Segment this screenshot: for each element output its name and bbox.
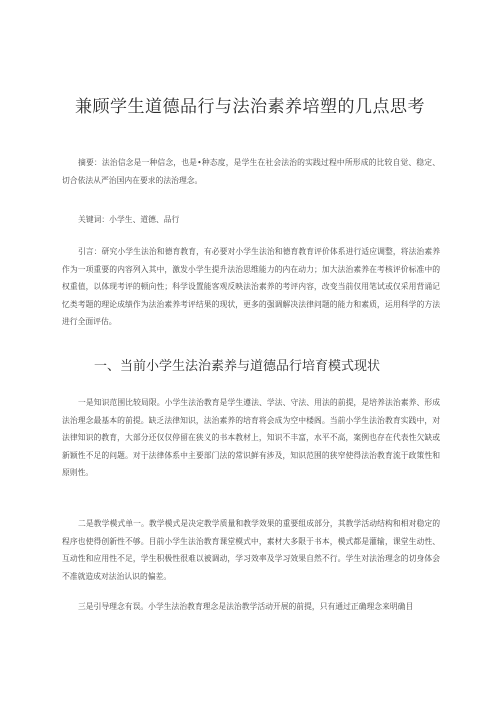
body-paragraph-3 [62,598,440,616]
intro-paragraph [62,243,440,331]
abstract-paragraph [62,154,440,189]
keywords-text: 关键词：小学生、道德、品行 [78,215,180,224]
abstract-text: 摘要：法治信念是一种信念，也是•种态度，是学生在社会法治的实践过程中所形成的比较自觉、稳定、切合依法从严治国内在要求的法治理念。 [62,158,440,185]
body-paragraph-1 [62,394,440,482]
section-heading: 一、当前小学生法治素养与道德品行培育模式现状 [94,359,381,374]
body-paragraph-3-text: 三是引导理念有误。小学生法治教育理念是法治教学活动开展的前提，只有通过正确理念来明确目 [78,602,414,611]
body-paragraph-1-text: 一是知识范围比较局限。小学生法治教育是学生遵法、学法、守法、用法的前提，是培养法治素养、形成法治理念最基本的前提。缺乏法律知识，法治素养的培育将会成为空中楼阁。当前小学生法治教育实践中，对法律知识的教育，大部分还仅仅停留在狭义的书本教材上，知识不丰富，水平不高，案例也存在代表性欠缺或新颖性不足的问题。对于法律体系中主要部门法的常识鲜有涉及，知识范围的狭窄使得法治教育流于政策性和原则性。 [62,398,440,478]
document-title: 兼顾学生道德品行与法治素养培塑的几点思考 [75,97,425,117]
body-paragraph-2 [62,515,440,585]
intro-text: 引言：研究小学生法治和德育教育，有必要对小学生法治和德育教育评价体系进行适应调整，将法治素养作为一项重要的内容列入其中，激发小学生提升法治思维能力的内在动力；加大法治素养在考核评价标准中的权重值，以体现考评的顿向性；科学设置能客观反映法治素养的考评内容，改变当前仅用笔试或仅采用背诵记忆类考题的理论成绩作为法治素养考评结果的现状，更多的强调解决法律问题的能力和素质，运用科学的方法进行全面评估。 [62,247,440,327]
body-paragraph-2-text: 二是教学模式单一。教学模式是决定教学质量和教学效果的重要组成部分，其教学活动结构和相对稳定的程序也使得创新性不够。目前小学生法治教育课堂模式中，素材大多限于书本，模式都是灌输，课堂生动性、互动性和应用性不足，学生积极性很难以被调动，学习效率及学习效果自然不行。学生对法治理念的切身体会不准就造成对法治认识的偏差。 [62,519,440,581]
keywords-paragraph [62,211,440,229]
